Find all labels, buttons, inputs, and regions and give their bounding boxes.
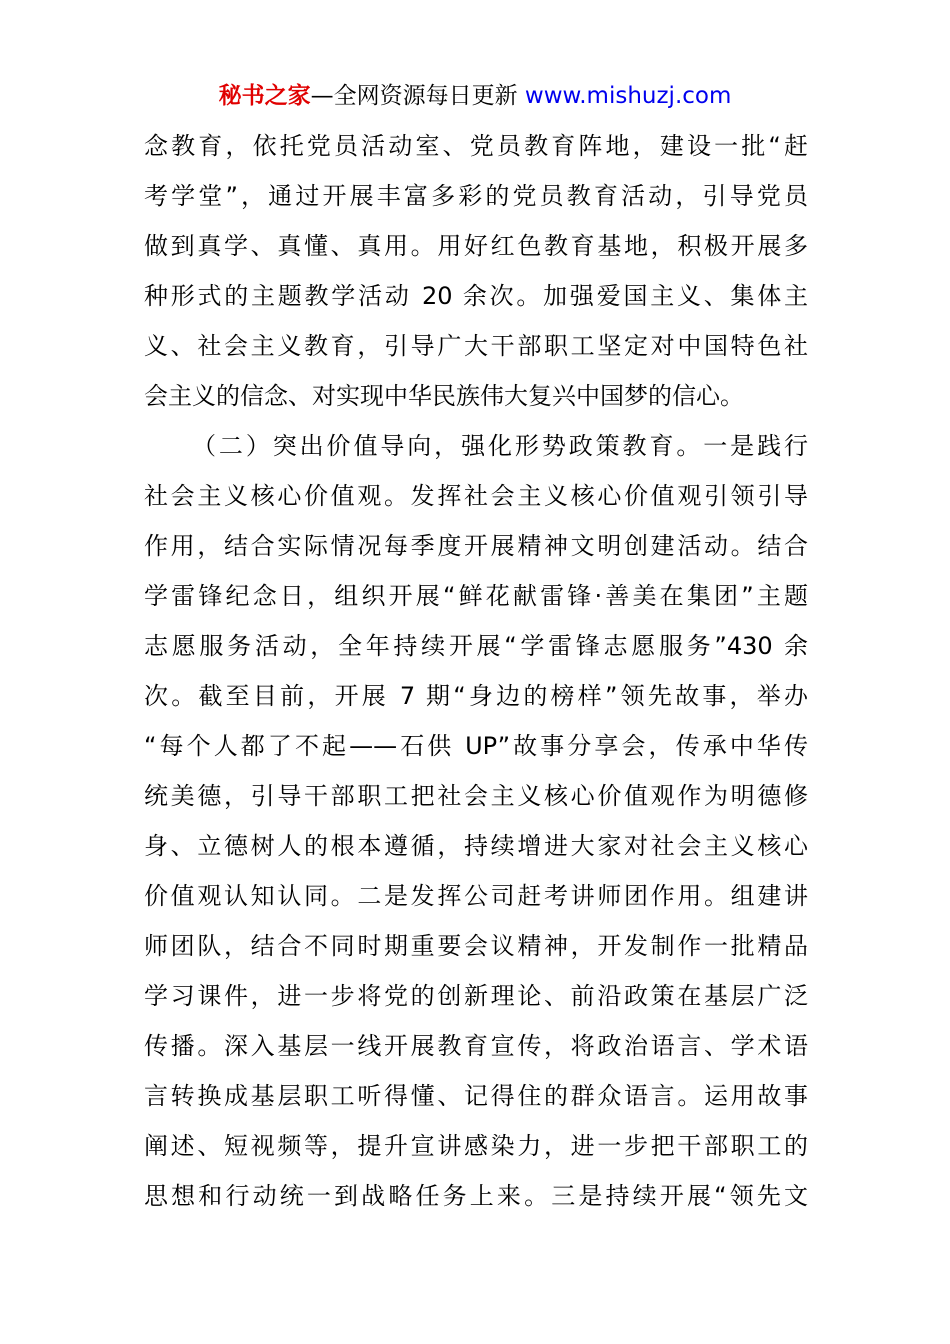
brand-name: 秘书之家 [218, 83, 311, 109]
header-tagline: —全网资源每日更新 [310, 83, 518, 109]
page-header [0, 78, 950, 114]
text-line: 思想和行动统一到战略任务上来。三是持续开展“领先文 [144, 1182, 808, 1210]
text-line: 价值观认知认同。二是发挥公司赶考讲师团作用。组建讲 [144, 882, 808, 910]
text-line: 社会主义核心价值观。发挥社会主义核心价值观引领引导 [144, 482, 808, 510]
text-line: 言转换成基层职工听得懂、记得住的群众语言。运用故事 [144, 1082, 808, 1110]
text-line: 次。截至目前，开展 7 期“身边的榜样”领先故事，举办 [144, 682, 808, 710]
text-line: “每个人都了不起——石供 UP”故事分享会，传承中华传 [144, 732, 808, 760]
text-line: 阐述、短视频等，提升宣讲感染力，进一步把干部职工的 [144, 1132, 808, 1160]
text-line: 师团队，结合不同时期重要会议精神，开发制作一批精品 [144, 932, 808, 960]
text-line: 义、社会主义教育，引导广大干部职工坚定对中国特色社 [144, 332, 808, 360]
text-line: 念教育，依托党员活动室、党员教育阵地，建设一批“赶 [144, 132, 808, 160]
text-line: 会主义的信念、对实现中华民族伟大复兴中国梦的信心。 [144, 382, 744, 410]
text-line: 统美德，引导干部职工把社会主义核心价值观作为明德修 [144, 782, 808, 810]
text-line: 学雷锋纪念日，组织开展“鲜花献雷锋·善美在集团”主题 [144, 582, 808, 610]
text-line: 考学堂”，通过开展丰富多彩的党员教育活动，引导党员 [144, 182, 808, 210]
text-line: 种形式的主题教学活动 20 余次。加强爱国主义、集体主 [144, 282, 808, 310]
text-line: 做到真学、真懂、真用。用好红色教育基地，积极开展多 [144, 232, 808, 260]
site-url-link[interactable]: www.mishuzj.com [524, 83, 732, 109]
text-line: 志愿服务活动，全年持续开展“学雷锋志愿服务”430 余 [144, 632, 808, 660]
text-line: 学习课件，进一步将党的创新理论、前沿政策在基层广泛 [144, 982, 808, 1010]
text-line: 作用，结合实际情况每季度开展精神文明创建活动。结合 [144, 532, 808, 560]
paragraph-heading-line: （二）突出价值导向，强化形势政策教育。一是践行 [192, 432, 808, 460]
text-line: 传播。深入基层一线开展教育宣传，将政治语言、学术语 [144, 1032, 808, 1060]
text-line: 身、立德树人的根本遵循，持续增进大家对社会主义核心 [144, 832, 808, 860]
